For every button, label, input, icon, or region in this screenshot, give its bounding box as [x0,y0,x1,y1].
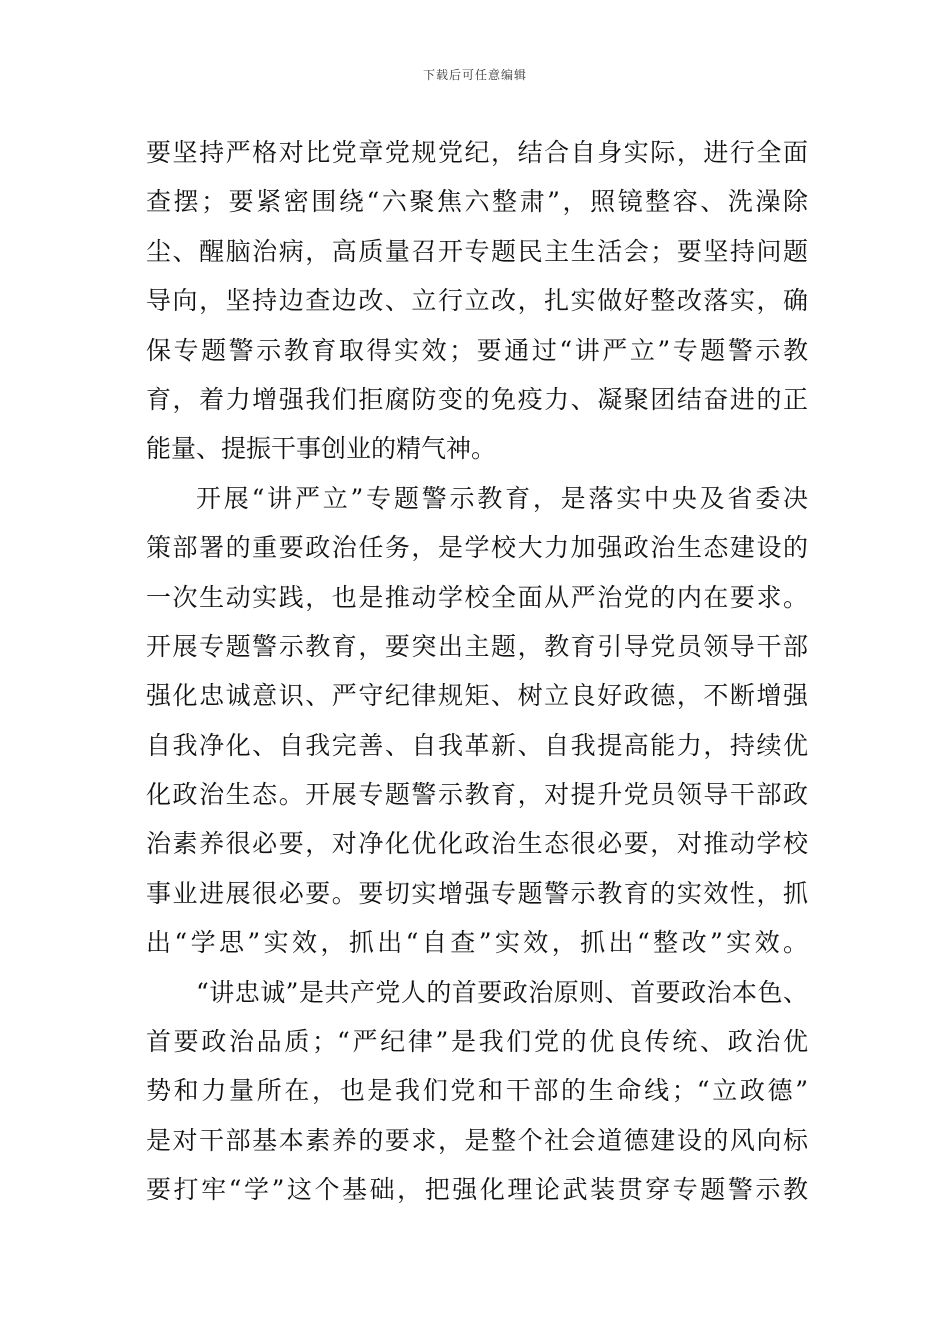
page-header-note: 下载后可任意编辑 [422,68,527,82]
text-line: 育，着力增强我们拒腐防变的免疫力、凝聚团结奋进的正 [146,384,808,414]
text-line: “讲忠诚”是共产党人的首要政治原则、首要政治本色、 [196,977,808,1007]
text-line: 策部署的重要政治任务，是学校大力加强政治生态建设的 [146,533,808,563]
text-line: 能量、提振干事创业的精气神。 [146,434,497,464]
text-line: 查摆；要紧密围绕“六聚焦六整肃”，照镜整容、洗澡除 [146,187,808,217]
text-line: 是对干部基本素养的要求，是整个社会道德建设的风向标 [146,1125,808,1155]
text-line: 开展专题警示教育，要突出主题，教育引导党员领导干部 [146,631,808,661]
text-line: 事业进展很必要。要切实增强专题警示教育的实效性，抓 [146,878,808,908]
text-line: 导向，坚持边查边改、立行立改，扎实做好整改落实，确 [146,286,808,316]
text-line: 要打牢“学”这个基础，把强化理论武装贯穿专题警示教 [146,1175,808,1205]
text-line: 保专题警示教育取得实效；要通过“讲严立”专题警示教 [146,335,808,365]
text-line: 化政治生态。开展专题警示教育，对提升党员领导干部政 [146,780,808,810]
text-line: 自我净化、自我完善、自我革新、自我提高能力，持续优 [146,730,808,760]
text-line: 治素养很必要，对净化优化政治生态很必要，对推动学校 [146,829,808,859]
text-line: 开展“讲严立”专题警示教育，是落实中央及省委决 [196,483,808,513]
text-line: 出“学思”实效，抓出“自查”实效，抓出“整改”实效。 [146,928,808,958]
text-line: 一次生动实践，也是推动学校全面从严治党的内在要求。 [146,582,808,612]
text-line: 首要政治品质；“严纪律”是我们党的优良传统、政治优 [146,1027,808,1057]
text-line: 尘、醒脑治病，高质量召开专题民主生活会；要坚持问题 [146,236,808,266]
text-line: 势和力量所在，也是我们党和干部的生命线；“立政德” [146,1076,808,1106]
document-body [146,128,808,1215]
text-line: 要坚持严格对比党章党规党纪，结合自身实际，进行全面 [146,138,808,167]
text-line: 强化忠诚意识、严守纪律规矩、树立良好政德，不断增强 [146,681,808,711]
